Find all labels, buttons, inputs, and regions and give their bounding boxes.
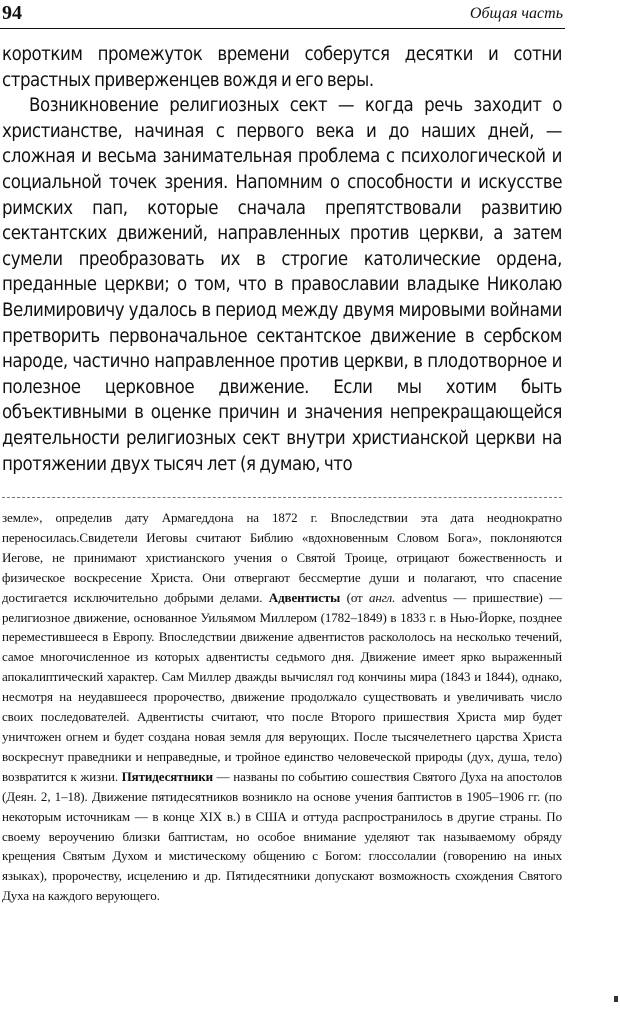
- footnote-part-adventists-b: adventus — пришествие) — религиозное движение, основанное Уильямом Миллером (1782–1849) в 1833 г. в Нью-Йорке, позднее переместившееся в Европу. Впоследствии движение адвентистов раскололось на несколько течений, самое многочисленное из которых адвентисты седьмого дня. Движение имеет ярко выраженный апокалиптический характер. Сам Миллер дважды вычислял год кончины мира (1843 и 1844), однако, несмотря на неудавшееся пророчество, движение продолжало существовать и увеличивать число своих последователей. Адвентисты считают, что после Второго пришествия Христа мир будет уничтожен огнем и будет создана новая земля для верующих. После тысячелетнего царства Христа воскреснут праведники и неправедные, и тройное единство человеческой природы (дух, душа, тело) возвратится к жизни.: [2, 589, 563, 784]
- paragraph-sects: Возникновение религиозных сект — когда речь заходит о христианстве, начиная с первого века и до наших дней, — сложная и весьма занимательная проблема с психологической и социальной точек зрения. Напомним о способности и искусстве римских пап, которые сначала препятствовали развитию сектантских движений, направленных против церкви, а затем сумели преобразовать их в строгие католические ордена, преданные церкви; о том, что в православии владыке Николаю Велимировичу удалось в период между двумя мировыми войнами претворить первоначальное сектантское движение в сербском народе, частично направленное против церкви, в плодотворное и полезное церковное движение. Если мы хотим быть объективными в оценке причин и значения непрекращающейся деятельности религиозных сект внутри христианской церкви на протяжении двух тысяч лет (я думаю, что: [2, 95, 562, 475]
- footnote-part-pentecostals: — названы по событию сошествия Святого Духа на апостолов (Деян. 2, 1–18). Движение пятидесятников возникло на основе учения баптистов в 1905–1906 гг. (по некоторым источникам — в конце XIX в.) в США и оттуда распространилось в другие страны. По своему вероучению близки баптистам, но особое внимание уделяют так называемому обряду крещения Святым Духом и мистическому общению с Богом: глоссолалии (говорению на иных языках), пророчеству, исцелению и др. Пятидесятники допускают возможность схождения Святого Духа на каждого верующего.: [2, 768, 563, 904]
- paragraph-continuation: коротким промежуток времени соберутся десятки и сотни страстных приверженцев вождя и его веры.: [2, 44, 562, 91]
- footnote-part-jehovah: земле», определив дату Армагеддона на 1872 г. Впоследствии эта дата неоднократно переносилась.Свидетели Иеговы считают Библию «вдохновенным Словом Бога», поклоняются Иегове, не принимают христианского учения о Святой Троице, отрицают божественность и физическое воскресение Христа. Они отвергают бессмертие души и полагают, что спасение достигается исключительно добрыми делами.: [2, 510, 562, 605]
- running-head: [0, 0, 565, 29]
- language-abbreviation: англ.: [369, 589, 396, 605]
- main-text: [2, 42, 562, 477]
- term-pentecostals: Пятидесятники: [121, 768, 214, 784]
- term-adventists: Адвентисты: [268, 589, 341, 605]
- footnote-part-adventists-a: (от: [340, 589, 369, 605]
- section-title: Общая часть: [469, 5, 563, 22]
- footnote-divider: [2, 497, 562, 498]
- scan-corner-mark: [614, 996, 618, 1002]
- page-number: 94: [2, 2, 22, 24]
- footnote-text: [2, 508, 562, 906]
- footnote: [2, 508, 562, 906]
